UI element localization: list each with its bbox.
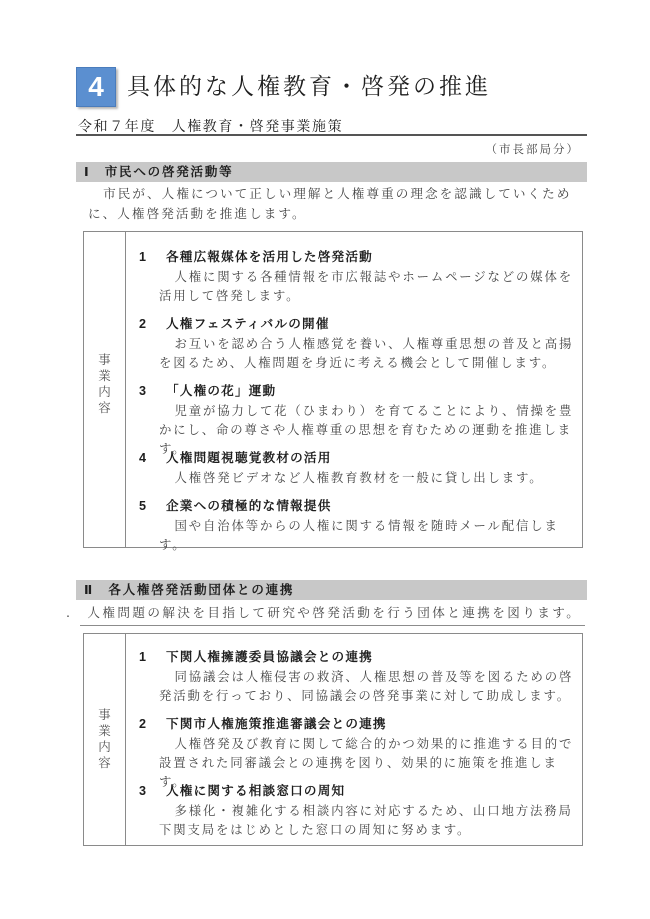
label-char: 業 [98, 723, 111, 738]
item-number: 1 [139, 250, 148, 264]
item-number: 3 [139, 384, 148, 398]
item-number: 5 [139, 499, 148, 513]
list-item [139, 248, 579, 305]
item-body: 多様化・複雑化する相談内容に対応するため、山口地方法務局下関支局をはじめとした窓口の周知に努めます。 [159, 803, 573, 837]
item-heading [139, 715, 579, 733]
item-number: 2 [139, 717, 148, 731]
item-body: 児童が協力して花（ひまわり）を育てることにより、情操を豊かにし、命の尊さや人権尊重の思想を育むための運動を推進します。 [159, 403, 574, 456]
label-char: 容 [98, 755, 111, 770]
box-vertical-label [84, 352, 125, 416]
item-heading [139, 382, 579, 400]
item-number: 1 [139, 650, 148, 664]
list-item [139, 315, 579, 372]
item-number: 4 [139, 451, 148, 465]
section-2-divider [80, 625, 585, 626]
item-body: 人権啓発及び教育に関して総合的かつ効果的に推進する目的で設置された同審議会との連携を図り、効果的に施策を推進します。 [159, 736, 574, 789]
section-2-content-box [83, 633, 583, 846]
label-char: 内 [98, 384, 111, 399]
item-number: 2 [139, 317, 148, 331]
item-heading [139, 782, 579, 800]
section-number-badge: 4 [76, 67, 116, 107]
item-title: 各種広報媒体を活用した啓発活動 [166, 249, 373, 264]
item-body: 人権に関する各種情報を市広報誌やホームページなどの媒体を活用して啓発します。 [159, 269, 573, 303]
item-title: 下関人権擁護委員協議会との連携 [166, 649, 373, 664]
item-number: 3 [139, 784, 148, 798]
label-char: 業 [98, 368, 111, 383]
list-item [139, 497, 579, 554]
list-item [139, 382, 579, 458]
item-title: 人権に関する相談窓口の周知 [166, 783, 346, 798]
item-heading [139, 497, 579, 515]
item-heading [139, 449, 579, 467]
label-char: 事 [98, 707, 111, 722]
subtitle-divider [76, 134, 587, 136]
list-item [139, 449, 579, 487]
item-body: 国や自治体等からの人権に関する情報を随時メール配信します。 [159, 518, 559, 552]
section-1-heading-bar [76, 162, 587, 182]
section-1-intro: 市民が、人権について正しい理解と人権尊重の理念を認識していくために、人権啓発活動を推進します。 [88, 186, 572, 221]
section-1-content-box [83, 231, 583, 552]
section-1-heading: Ⅰ 市民への啓発活動等 [84, 164, 234, 179]
item-heading [139, 315, 579, 333]
item-title: 人権問題視聴覚教材の活用 [166, 450, 332, 465]
item-body: 同協議会は人権侵害の救済、人権思想の普及等を図るための啓発活動を行っており、同協議会の啓発事業に対して助成します。 [159, 669, 574, 703]
item-title: 「人権の花」運動 [166, 383, 277, 398]
item-heading [139, 248, 579, 266]
label-char: 事 [98, 352, 111, 367]
item-title: 企業への積極的な情報提供 [166, 498, 332, 513]
item-body: お互いを認め合う人権感覚を養い、人権尊重思想の普及と高揚を図るため、人権問題を身近に考える機会として開催します。 [159, 336, 574, 370]
label-char: 内 [98, 739, 111, 754]
label-char: 容 [98, 400, 111, 415]
list-item [139, 715, 579, 791]
item-heading [139, 648, 579, 666]
list-item [139, 648, 579, 705]
list-item [139, 782, 579, 839]
item-title: 人権フェスティバルの開催 [166, 316, 330, 331]
item-body: 人権啓発ビデオなど人権教育教材を一般に貸し出します。 [174, 470, 544, 485]
department-label: （市長部局分） [485, 142, 580, 156]
page-title: 具体的な人権教育・啓発の推進 [127, 74, 491, 100]
section-2-intro: . 人権問題の解決を目指して研究や啓発活動を行う団体と連携を図ります。 [66, 605, 582, 620]
section-2-heading: Ⅱ 各人権啓発活動団体との連携 [84, 582, 295, 597]
page-subtitle: 令和７年度 人権教育・啓発事業施策 [78, 119, 344, 135]
section-2-heading-bar [76, 580, 587, 600]
box-vertical-label [84, 707, 125, 771]
item-title: 下関市人権施策推進審議会との連携 [166, 716, 387, 731]
